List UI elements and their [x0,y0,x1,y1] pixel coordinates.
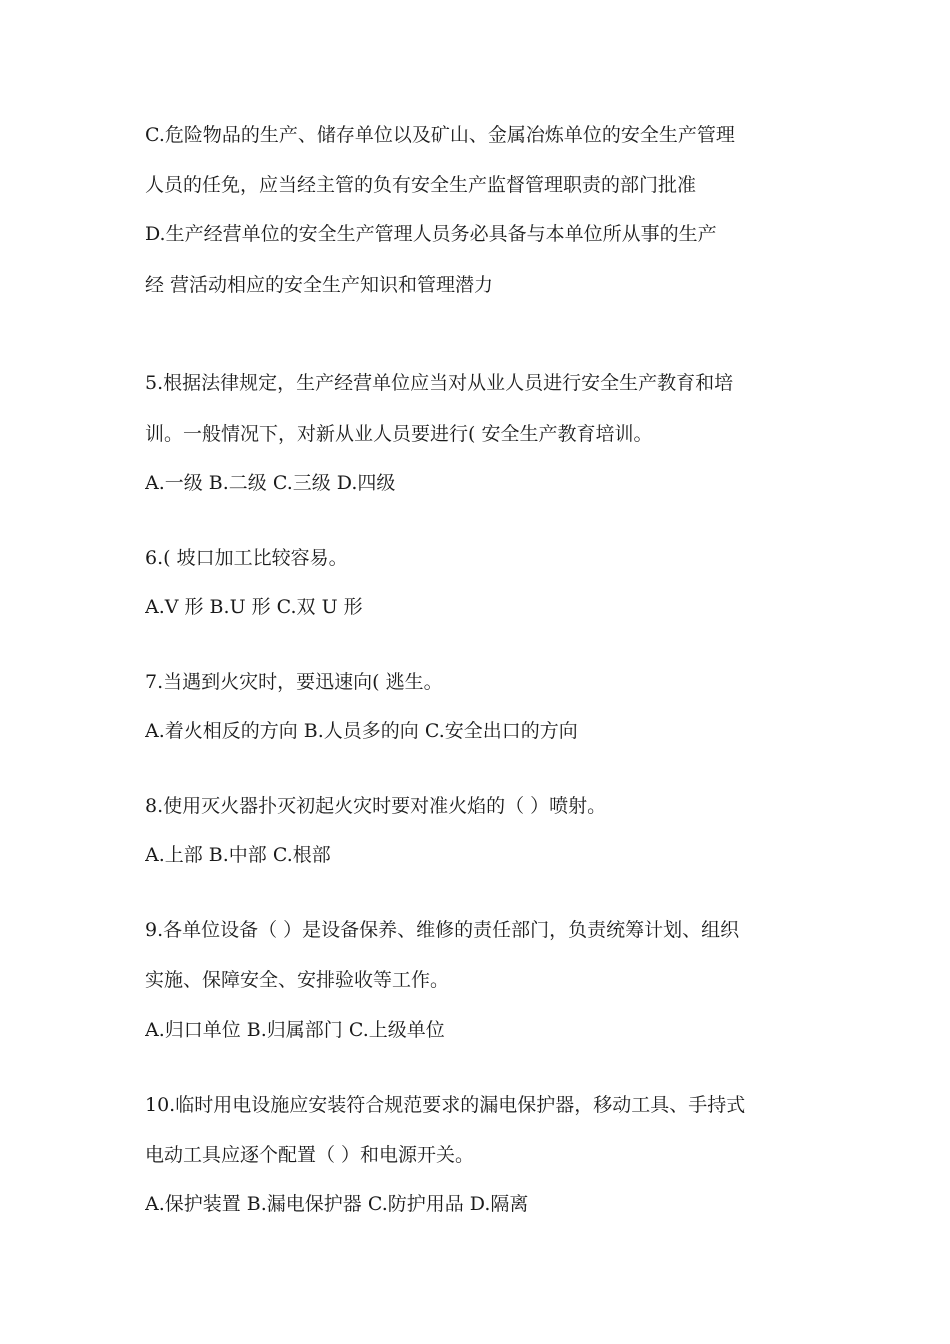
question-7-options: A.着火相反的方向 B.人员多的向 C.安全出口的方向 [145,720,578,742]
question-6-options: A.V 形 B.U 形 C.双 U 形 [145,596,363,618]
question-6: 6.( 坡口加工比较容易。 [145,547,348,569]
question-8-options: A.上部 B.中部 C.根部 [145,844,331,866]
question-9-options: A.归口单位 B.归属部门 C.上级单位 [145,1019,445,1041]
option-c-q4-line-2: 人员的任免，应当经主管的负有安全生产监督管理职责的部门批准 [145,174,697,196]
question-7: 7.当遇到火灾时，要迅速向( 逃生。 [145,671,443,693]
option-d-q4-line-1: D.生产经营单位的安全生产管理人员务必具备与本单位所从事的生产 [145,223,717,245]
question-9-line-2: 实施、保障安全、安排验收等工作。 [145,969,450,991]
question-10-line-1: 10.临时用电设施应安装符合规范要求的漏电保护器，移动工具、手持式 [145,1094,746,1116]
question-5-options: A.一级 B.二级 C.三级 D.四级 [145,472,396,494]
option-c-q4-line-1: C.危险物品的生产、储存单位以及矿山、金属冶炼单位的安全生产管理 [145,124,735,146]
question-10-options: A.保护装置 B.漏电保护器 C.防护用品 D.隔离 [145,1193,529,1215]
question-8: 8.使用灭火器扑灭初起火灾时要对准火焰的（ ）喷射。 [145,795,607,817]
option-d-q4-line-2: 经 营活动相应的安全生产知识和管理潜力 [145,274,494,296]
question-10-line-2: 电动工具应逐个配置（ ）和电源开关。 [145,1144,475,1166]
question-5-line-1: 5.根据法律规定，生产经营单位应当对从业人员进行安全生产教育和培 [145,372,734,394]
question-5-line-2: 训。一般情况下，对新从业人员要进行( 安全生产教育培训。 [145,423,653,445]
question-9-line-1: 9.各单位设备（ ）是设备保养、维修的责任部门，负责统筹计划、组织 [145,919,740,941]
